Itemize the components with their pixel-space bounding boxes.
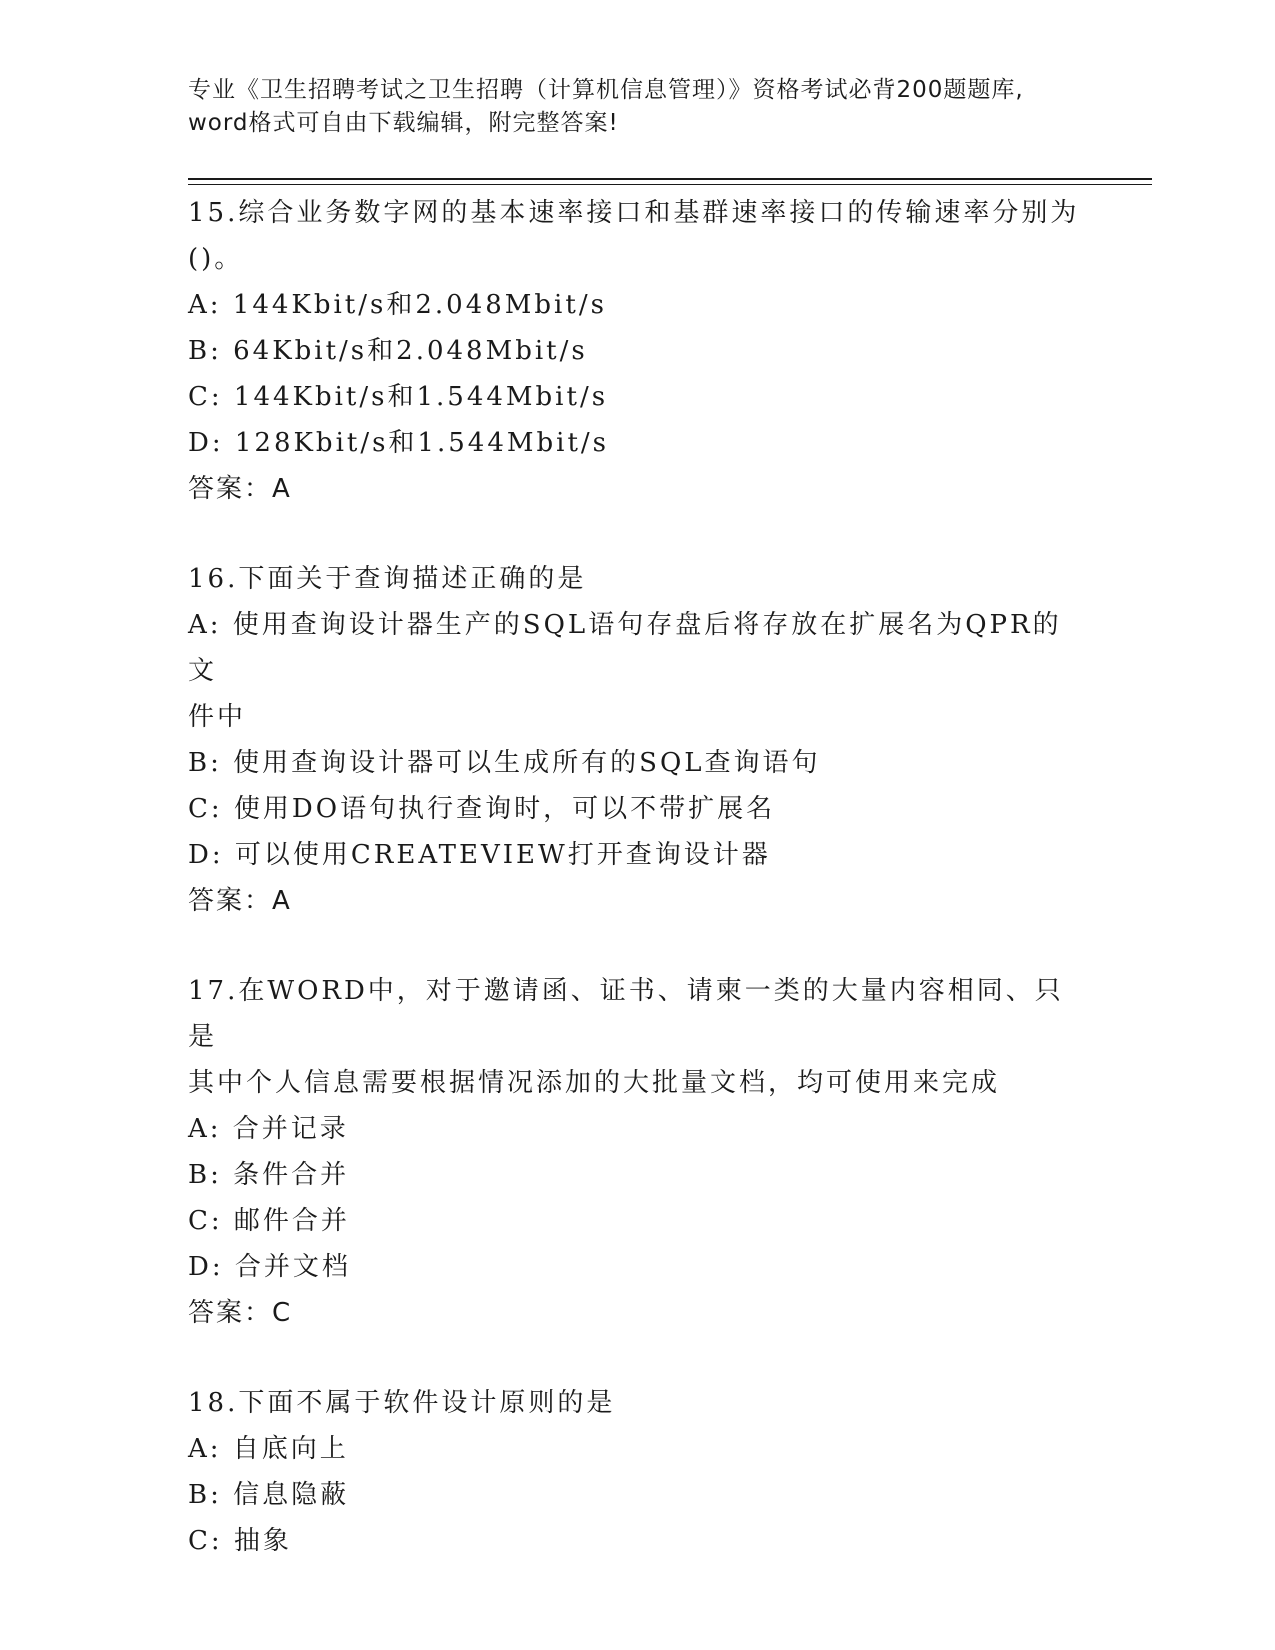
question-stem: 18.下面不属于软件设计原则的是	[188, 1388, 616, 1418]
question-16	[188, 556, 1088, 924]
document-header	[188, 74, 1088, 140]
option-a-continued: 件中	[188, 702, 247, 732]
question-17	[188, 968, 1088, 1336]
header-subtitle-line: word格式可自由下载编辑，附完整答案!	[188, 110, 619, 136]
answer-line: 答案：A	[188, 886, 292, 916]
option-a: A: 合并记录	[188, 1114, 349, 1144]
option-a: A: 144Kbit/s和2.048Mbit/s	[188, 290, 607, 320]
option-c: C: 抽象	[188, 1526, 292, 1556]
option-b: B: 使用查询设计器可以生成所有的SQL查询语句	[188, 748, 821, 778]
option-d: D: 合并文档	[188, 1252, 351, 1282]
header-title-line: 专业《卫生招聘考试之卫生招聘（计算机信息管理）》资格考试必背200题题库,	[188, 77, 1024, 103]
option-b: B: 64Kbit/s和2.048Mbit/s	[188, 336, 588, 366]
option-b: B: 条件合并	[188, 1160, 350, 1190]
option-b: B: 信息隐蔽	[188, 1480, 350, 1510]
header-divider-thick	[188, 178, 1152, 180]
option-c: C: 使用DO语句执行查询时，可以不带扩展名	[188, 794, 776, 824]
header-divider-thin	[188, 184, 1152, 185]
question-list	[188, 190, 1088, 1608]
question-stem: 17.在WORD中，对于邀请函、证书、请柬一类的大量内容相同、只是	[188, 976, 1064, 1052]
question-stem-continued: ()。	[188, 244, 244, 274]
option-c: C: 144Kbit/s和1.544Mbit/s	[188, 382, 609, 412]
option-a: A: 自底向上	[188, 1434, 349, 1464]
question-stem-continued: 其中个人信息需要根据情况添加的大批量文档，均可使用来完成	[188, 1068, 1001, 1098]
option-d: D: 128Kbit/s和1.544Mbit/s	[188, 428, 609, 458]
question-18	[188, 1380, 1088, 1564]
option-a: A: 使用查询设计器生产的SQL语句存盘后将存放在扩展名为QPR的文	[188, 610, 1062, 686]
question-stem: 15.综合业务数字网的基本速率接口和基群速率接口的传输速率分别为	[188, 198, 1080, 228]
question-15	[188, 190, 1088, 512]
answer-line: 答案：C	[188, 1298, 293, 1328]
question-stem: 16.下面关于查询描述正确的是	[188, 564, 587, 594]
option-c: C: 邮件合并	[188, 1206, 350, 1236]
answer-line: 答案：A	[188, 474, 292, 504]
option-d: D: 可以使用CREATEVIEW打开查询设计器	[188, 840, 771, 870]
